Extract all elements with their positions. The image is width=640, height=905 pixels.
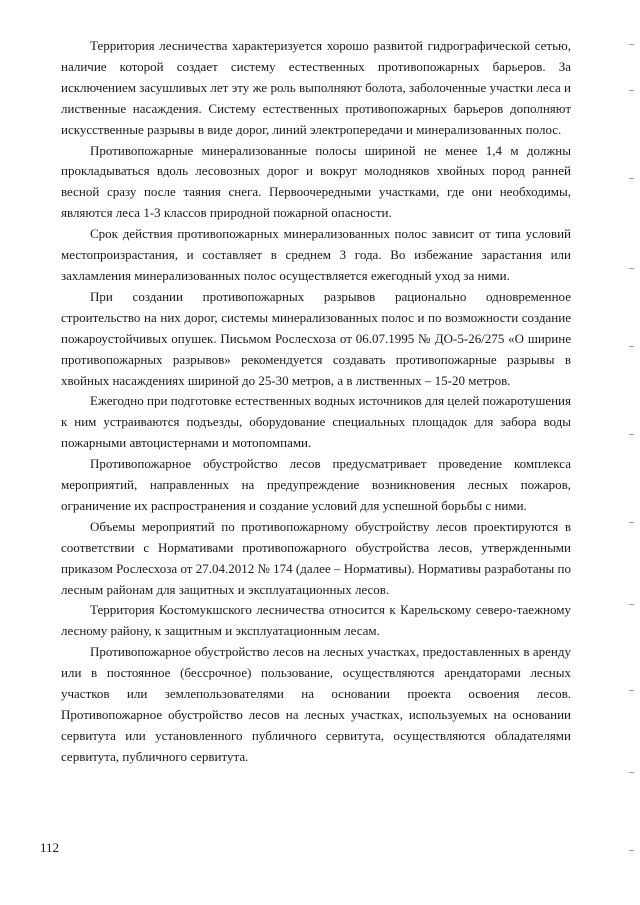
paragraph-water-sources: Ежегодно при подготовке естественных водных источников для целей пожаротушения к ним устраиваются подъезды, оборудование специальных площадок для забора воды пожарными автоцистернами и мотопомпами. <box>61 393 571 451</box>
page-number: 112 <box>40 840 60 855</box>
paragraph-normatives: Объемы мероприятий по противопожарному обустройству лесов проектируются в соответствии с Нормативами противопожарного обустройства лесов, утвержденными приказом Рослесхоза от 27.04.2012 № 174 (далее – Нормативы). Нормативы разработаны по лесным районам для защитных и эксплуатационных лесов. <box>61 518 571 597</box>
paragraph-strip-duration: Срок действия противопожарных минерализованных полос зависит от типа условий местопроизрастания, и составляет в среднем 3 года. Во избежание зарастания или захламления минерализованных полос осуществляется ежегодный уход за ними. <box>61 226 571 283</box>
body-text <box>61 36 571 768</box>
paragraph-hydrography: Территория лесничества характеризуется хорошо развитой гидрографической сетью, наличие которой создает систему естественных противопожарных барьеров. За исключением засушливых лет эту же роль выполняют болота, заболоченные участки леса и лиственные насаждения. Систему естественных противопожарных барьеров дополняют искусственные разрывы в виде дорог, линий электропередачи и минерализованных полос. <box>61 38 571 137</box>
scan-margin-marks <box>620 0 640 905</box>
paragraph-fire-arrangement: Противопожарное обустройство лесов предусматривает проведение комплекса мероприятий, направленных на предупреждение возникновения лесных пожаров, ограничение их распространения и создание условий для успешной борьбы с ними. <box>61 456 571 513</box>
paragraph-mineralized-strips: Противопожарные минерализованные полосы шириной не менее 1,4 м должны прокладываться вдоль лесовозных дорог и вокруг молодняков хвойных пород ранней весной сразу после таяния снега. Первоочередными участками, где они необходимы, являются леса 1-3 классов природной пожарной опасности. <box>61 142 571 221</box>
paragraph-leaseholders: Противопожарное обустройство лесов на лесных участках, предоставленных в аренду или в постоянное (бессрочное) пользование, осуществляются арендаторами лесных участков или землепользователями на основании проекта освоения лесов. Противопожарное обустройство лесов на лесных участках, используемых на основании сервитута или установленного публичного сервитута, осуществляются обладателями сервитута, публичного сервитута. <box>61 644 571 764</box>
paragraph-forest-district: Территория Костомукшского лесничества относится к Карельскому северо-таежному лесному району, к защитным и эксплуатационным лесам. <box>61 602 571 639</box>
paragraph-firebreaks: При создании противопожарных разрывов рационально одновременное строительство на них дорог, системы минерализованных полос и по возможности создание пожароустойчивых опушек. Письмом Рослесхоза от 06.07.1995 № ДО-5-26/275 «О ширине противопожарных разрывов» рекомендуется создавать противопожарные разрывы в хвойных насаждениях шириной до 25-30 метров, а в лиственных – 15-20 метров. <box>61 288 571 388</box>
